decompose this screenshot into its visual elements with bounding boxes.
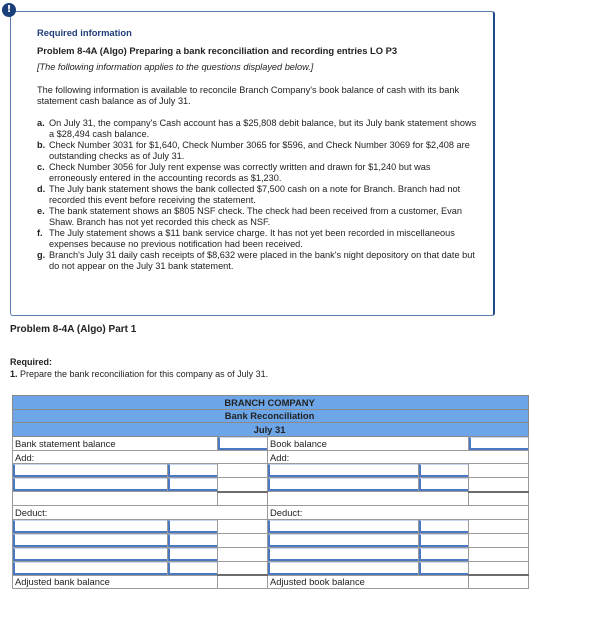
book-add-description-input-1[interactable] [268, 464, 418, 477]
book-deduct-empty-cell [469, 547, 529, 561]
adjusted-book-balance-label: Adjusted book balance [268, 575, 469, 589]
list-item [37, 140, 479, 162]
book-add-empty-cell [469, 478, 529, 492]
book-deduct-amount-input-4[interactable] [419, 562, 468, 575]
info-note: [The following information applies to the questions displayed below.] [37, 62, 314, 72]
list-item [37, 228, 479, 250]
bank-deduct-amount-input-1[interactable] [168, 520, 217, 533]
list-item [37, 206, 479, 228]
bank-reconciliation-table [12, 395, 529, 589]
bank-deduct-description-input-3[interactable] [13, 548, 167, 561]
bank-deduct-empty-cell [218, 547, 268, 561]
adjusted-bank-balance-value [218, 575, 268, 589]
bank-statement-balance-cell [218, 436, 268, 450]
bank-add-empty-cell [218, 464, 268, 478]
instruction-text: Prepare the bank reconciliation for this company as of July 31. [17, 369, 269, 379]
table-row [13, 575, 529, 589]
book-deduct-amount-input-3[interactable] [419, 548, 468, 561]
required-info-label: Required information [37, 27, 132, 38]
intro-text: The following information is available to reconcile Branch Company's book balance of cash with its bank statement cash balance as of July 31. [37, 85, 460, 106]
book-add-empty-cell [469, 464, 529, 478]
book-deduct-amount-input-1[interactable] [419, 520, 468, 533]
required-instruction [10, 369, 268, 379]
bank-deduct-description-input-1[interactable] [13, 520, 167, 533]
information-list [37, 118, 479, 272]
bank-add-amount-input-2[interactable] [168, 478, 217, 491]
bank-add-empty-cell [218, 478, 268, 492]
bank-deduct-label: Deduct: [13, 505, 268, 519]
book-add-amount-input-1[interactable] [419, 464, 468, 477]
book-add-total-label [268, 492, 469, 506]
bank-deduct-amount-input-4[interactable] [168, 562, 217, 575]
header-title: Bank Reconciliation [13, 409, 529, 423]
book-add-total-cell [469, 492, 529, 506]
item-text: Check Number 3056 for July rent expense was correctly written and drawn for $1,240 but was erroneously entered in the accounting records as $1,230. [49, 162, 431, 183]
book-add-amount-input-2[interactable] [419, 478, 468, 491]
table-row [13, 519, 529, 533]
item-text: The bank statement shows an $805 NSF check. The check had been received from a customer, Evan Shaw. Branch has not yet recorded this check as NSF. [49, 206, 462, 227]
list-item [37, 250, 479, 272]
book-deduct-description-input-2[interactable] [268, 534, 418, 547]
table-row [13, 464, 529, 478]
item-label: b. [37, 140, 46, 150]
book-balance-label: Book balance [268, 436, 469, 450]
book-add-description-input-2[interactable] [268, 478, 418, 491]
book-deduct-amount-input-2[interactable] [419, 534, 468, 547]
item-label: f. [37, 228, 43, 238]
bank-deduct-total-cell [218, 561, 268, 575]
required-information-box [10, 11, 495, 316]
adjusted-bank-balance-label: Adjusted bank balance [13, 575, 218, 589]
bank-add-amount-input-1[interactable] [168, 464, 217, 477]
book-deduct-description-input-1[interactable] [268, 520, 418, 533]
table-row [13, 547, 529, 561]
item-label: e. [37, 206, 45, 216]
book-deduct-description-input-3[interactable] [268, 548, 418, 561]
bank-deduct-empty-cell [218, 533, 268, 547]
bank-deduct-description-input-4[interactable] [13, 562, 167, 575]
book-balance-input[interactable] [469, 437, 528, 450]
book-deduct-empty-cell [469, 533, 529, 547]
problem-title: Problem 8-4A (Algo) Preparing a bank reconciliation and recording entries LO P3 [37, 45, 398, 56]
book-add-label: Add: [268, 450, 529, 464]
bank-statement-balance-label: Bank statement balance [13, 436, 218, 450]
bank-deduct-amount-input-3[interactable] [168, 548, 217, 561]
bank-statement-balance-input[interactable] [218, 437, 267, 450]
item-label: c. [37, 162, 45, 172]
exclamation-icon: ! [2, 3, 16, 17]
bank-deduct-description-input-2[interactable] [13, 534, 167, 547]
bank-add-description-input-1[interactable] [13, 464, 167, 477]
item-text: The July statement shows a $11 bank service charge. It has not yet been recorded in miscellaneous expenses because no previous notification had been received. [49, 228, 455, 249]
bank-add-description-input-2[interactable] [13, 478, 167, 491]
book-deduct-description-input-4[interactable] [268, 562, 418, 575]
bank-add-total-cell [218, 492, 268, 506]
header-company: BRANCH COMPANY [13, 396, 529, 410]
table-row [13, 533, 529, 547]
item-label: a. [37, 118, 45, 128]
item-label: g. [37, 250, 46, 260]
book-deduct-total-cell [469, 561, 529, 575]
bank-deduct-amount-input-2[interactable] [168, 534, 217, 547]
table-row [13, 561, 529, 575]
list-item [37, 184, 479, 206]
book-balance-cell [469, 436, 529, 450]
required-label: Required: [10, 357, 53, 367]
adjusted-book-balance-value [469, 575, 529, 589]
item-text: The July bank statement shows the bank collected $7,500 cash on a note for Branch. Branch had not recorded this event before receiving the statement. [49, 184, 461, 205]
item-text: Check Number 3031 for $1,640, Check Number 3065 for $596, and Check Number 3069 for $2,408 are outstanding checks as of July 31. [49, 140, 470, 161]
book-deduct-label: Deduct: [268, 505, 529, 519]
item-text: On July 31, the company's Cash account has a $25,808 debit balance, but its July bank statement shows a $28,494 cash balance. [49, 118, 477, 139]
bank-add-label: Add: [13, 450, 268, 464]
item-text: Branch's July 31 daily cash receipts of $8,632 were placed in the bank's night depository on that date but do not appear on the July 31 bank statement. [49, 250, 475, 271]
item-label: d. [37, 184, 46, 194]
header-date: July 31 [13, 423, 529, 437]
table-row [13, 478, 529, 492]
book-deduct-empty-cell [469, 519, 529, 533]
table-row [13, 492, 529, 506]
list-item [37, 118, 479, 140]
list-item [37, 162, 479, 184]
instruction-number: 1. [10, 369, 18, 379]
bank-deduct-empty-cell [218, 519, 268, 533]
part-title: Problem 8-4A (Algo) Part 1 [10, 324, 137, 335]
bank-add-total-label [13, 492, 218, 506]
